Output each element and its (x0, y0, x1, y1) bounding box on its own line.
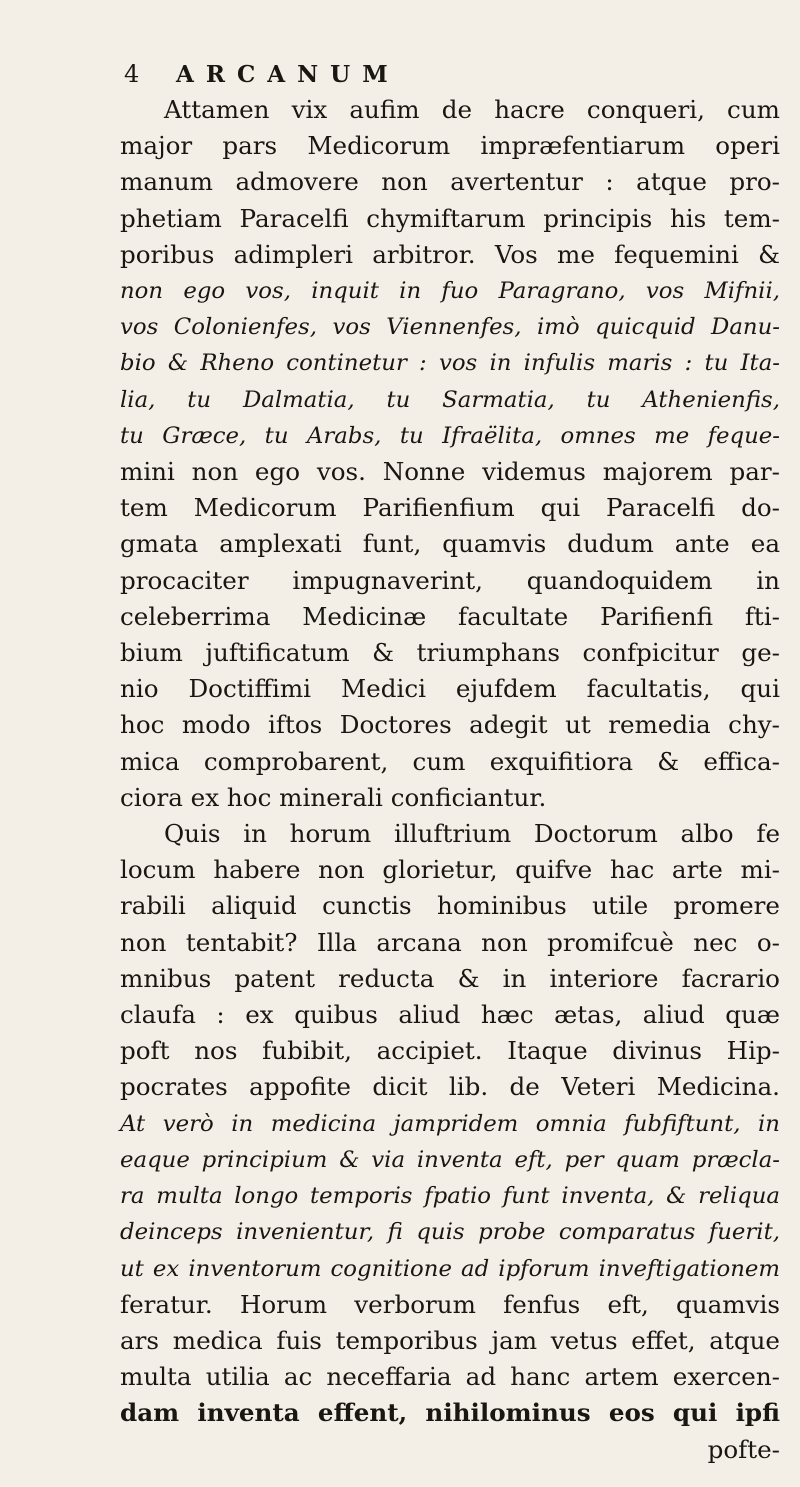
catchword: pofte- (707, 1434, 780, 1464)
text-line: tem Medicorum Parifienfium qui Paracelfi do- (120, 493, 780, 523)
text-line-italic: eaque principium & via inventa eft, per quam præcla- (120, 1146, 780, 1173)
text-line: celeberrima Medicinæ facultate Parifienfi fti- (120, 601, 780, 631)
text-line: ciora ex hoc minerali conficiantur. (120, 782, 547, 812)
text-line: mini non ego vos. Nonne videmus majorem par- (120, 457, 780, 487)
text-line: pocrates appofite dicit lib. de Veteri Medicina. (120, 1072, 780, 1102)
text-line-italic: lia, tu Dalmatia, tu Sarmatia, tu Athenienfis, (120, 386, 780, 413)
text-line-italic: ra multa longo temporis fpatio funt inventa, & reliqua (120, 1183, 780, 1210)
text-line: non tentabit? Illa arcana non promifcuè nec o- (120, 927, 780, 957)
text-line: multa utilia ac neceffaria ad hanc artem exercen- (120, 1362, 780, 1392)
text-line: manum admovere non avertentur : atque pro- (120, 167, 780, 197)
text-line: feratur. Horum verborum fenfus eft, quamvis (120, 1289, 780, 1319)
text-line: procaciter impugnaverint, quandoquidem in (120, 565, 780, 595)
text-line: gmata amplexati funt, quamvis dudum ante ea (120, 529, 780, 559)
page-number: 4 (124, 60, 140, 88)
text-line: Attamen vix aufim de hacre conqueri, cum (164, 95, 780, 124)
text-line-italic: tu Græce, tu Arabs, tu Ifraëlita, omnes me feque- (120, 422, 780, 449)
text-line: phetiam Paracelfi chymiftarum principis his tem- (120, 203, 780, 233)
running-title: ARCANUM (176, 60, 400, 88)
text-line-italic: non ego vos, inquit in fuo Paragrano, vos Mifnii, (120, 278, 780, 305)
text-line-italic: deinceps invenientur, fi quis probe comparatus fuerit, (120, 1219, 780, 1246)
text-line: mica comprobarent, cum exquifitiora & effica- (120, 746, 780, 776)
text-line: rabili aliquid cunctis hominibus utile promere (120, 891, 780, 921)
text-line-italic: bio & Rheno continetur : vos in infulis maris : tu Ita- (120, 350, 780, 377)
text-line: major pars Medicorum impræfentiarum operi (120, 131, 780, 161)
text-line: mnibus patent reducta & in interiore facrario (120, 963, 780, 993)
text-line: claufa : ex quibus aliud hæc ætas, aliud quæ (120, 1000, 780, 1030)
text-line: poft nos fubibit, accipiet. Itaque divinus Hip- (120, 1036, 780, 1066)
body-text (120, 92, 780, 1468)
text-line: hoc modo iftos Doctores adegit ut remedia chy- (120, 710, 780, 740)
text-line: Quis in horum illuftrium Doctorum albo fe (164, 819, 780, 849)
text-line-italic: ut ex inventorum cognitione ad ipforum inveftigationem (120, 1255, 780, 1282)
text-line: nio Doctiffimi Medici ejufdem facultatis, qui (120, 674, 780, 704)
text-line: poribus adimpleri arbitror. Vos me fequemini & (120, 239, 780, 269)
text-line: bium juftificatum & triumphans confpicitur ge- (120, 638, 780, 668)
text-line: dam inventa effent, nihilominus eos qui ipfi (120, 1398, 780, 1428)
page-header (124, 58, 760, 90)
text-line: ars medica fuis temporibus jam vetus effet, atque (120, 1325, 780, 1355)
text-line: locum habere non glorietur, quifve hac arte mi- (120, 855, 780, 885)
text-line-italic: vos Colonienfes, vos Viennenfes, imò quicquid Danu- (120, 314, 780, 341)
text-line-italic: At verò in medicina jampridem omnia fubfiftunt, in (120, 1110, 780, 1137)
